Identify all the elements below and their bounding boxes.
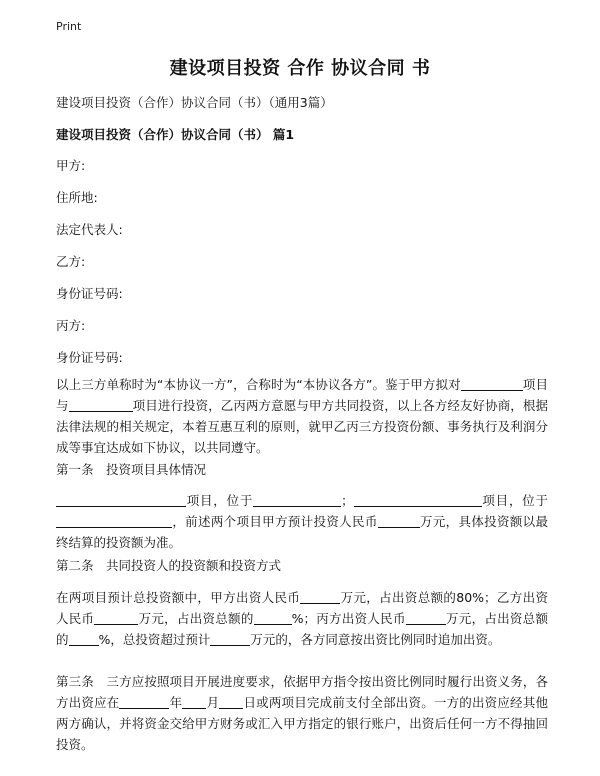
article-2-heading: 第二条 共同投资人的投资额和投资方式 bbox=[56, 558, 282, 573]
article-2-paragraph bbox=[56, 587, 548, 650]
blank-location-2 bbox=[56, 513, 172, 528]
blank-amount-c bbox=[406, 610, 446, 625]
article-1-text-1: 项目，位于 bbox=[186, 493, 254, 508]
section-title: 建设项目投资（合作）协议合同（书） 篇1 bbox=[56, 127, 295, 142]
blank-project-name-2 bbox=[354, 492, 482, 507]
page-title: 建设项目投资 合作 协议合同 书 bbox=[169, 58, 431, 79]
intro-paragraph bbox=[56, 374, 548, 458]
article-3-text-1: 第三条 三方应按照项目开展进度要求，依据甲方指令按出资比例同时履行出资义务，各方出资应在 bbox=[56, 674, 548, 710]
article-3-paragraph bbox=[56, 671, 548, 755]
article-2-text-6: %，总投资超过预计 bbox=[98, 632, 211, 647]
field-party-c-id: 身份证号码: bbox=[56, 350, 123, 365]
article-2-text-1: 在两项目预计总投资额中，甲方出资人民币 bbox=[56, 590, 301, 605]
article-3-text-4: 日或两项目完成前支付全部出资。一方的出资应经其他两方确认，并将资金交给甲方财务或汇入甲方指定的银行账户，出资后任何一方不得抽回投资。 bbox=[56, 695, 548, 752]
blank-location-1 bbox=[253, 492, 341, 507]
field-party-b-id: 身份证号码: bbox=[56, 286, 123, 301]
blank-amount-b bbox=[94, 610, 138, 625]
blank-percent-c bbox=[69, 631, 99, 646]
blank-project-name-1 bbox=[56, 492, 186, 507]
article-2-text-3: 万元，占出资总额的 bbox=[138, 611, 254, 626]
blank-project-1 bbox=[461, 376, 523, 391]
article-1-text-2: ； bbox=[341, 493, 354, 508]
field-party-b: 乙方: bbox=[56, 254, 86, 269]
blank-year bbox=[119, 694, 169, 709]
document-subtitle: 建设项目投资（合作）协议合同（书）（通用3篇） bbox=[56, 95, 333, 110]
blank-amount-a bbox=[300, 589, 340, 604]
intro-text-2: 项目与 bbox=[56, 377, 548, 413]
article-2-text-4: %；丙方出资人民币 bbox=[291, 611, 406, 626]
article-1-text-4: ，前述两个项目甲方预计投资人民币 bbox=[172, 514, 378, 529]
blank-project-2 bbox=[69, 397, 133, 412]
article-3-text-2: 年 bbox=[169, 695, 183, 710]
field-address: 住所地: bbox=[56, 190, 98, 205]
article-1-text-5: 万元，具体投资额以最终结算的投资额为准。 bbox=[56, 514, 548, 550]
intro-text-1: 以上三方单称时为“本协议一方”，合称时为“本协议各方”。鉴于甲方拟对 bbox=[56, 377, 461, 392]
intro-text-3: 项目进行投资，乙丙两方意愿与甲方共同投资，以上各方经友好协商，根据法律法规的相关规定，本着互惠互利的原则，就甲乙丙三方投资份额、事务执行及利润分成等事宜达成如下协议，以共同遵守。 bbox=[56, 398, 548, 455]
field-legal-representative: 法定代表人: bbox=[56, 222, 123, 237]
blank-amount bbox=[378, 513, 420, 528]
article-2-text-5: 万元，占出资总额的 bbox=[56, 611, 548, 647]
blank-total bbox=[210, 631, 250, 646]
field-party-a: 甲方: bbox=[56, 158, 86, 173]
article-1-heading: 第一条 投资项目具体情况 bbox=[56, 462, 207, 477]
article-1-text-3: 项目，位于 bbox=[481, 493, 548, 508]
print-link[interactable]: Print bbox=[56, 20, 82, 33]
article-1-paragraph bbox=[56, 490, 548, 553]
blank-month bbox=[182, 694, 206, 709]
article-2-text-2: 万元，占出资总额的80%；乙方出资人民币 bbox=[56, 590, 548, 626]
blank-percent-b bbox=[254, 610, 292, 625]
blank-day bbox=[219, 694, 243, 709]
article-3-text-3: 月 bbox=[206, 695, 220, 710]
article-2-text-7: 万元的，各方同意按出资比例同时追加出资。 bbox=[250, 632, 501, 647]
field-party-c: 丙方: bbox=[56, 318, 86, 333]
